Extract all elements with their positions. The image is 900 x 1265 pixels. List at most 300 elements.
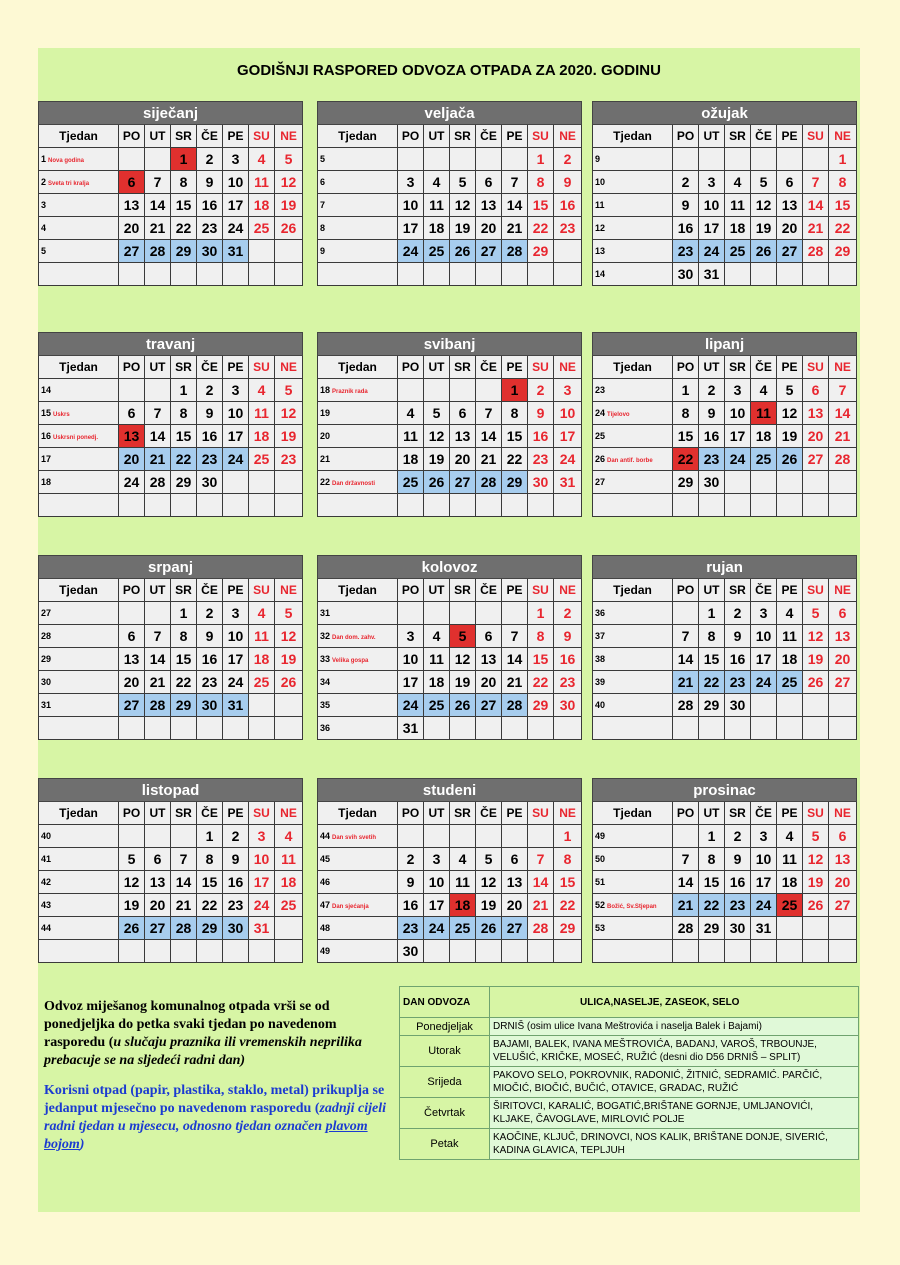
week-number: 29 <box>41 654 52 664</box>
day-cell: 22 <box>699 894 725 917</box>
week-number-cell <box>39 602 119 625</box>
day-cell <box>450 825 476 848</box>
day-cell: 24 <box>725 448 751 471</box>
day-cell: 31 <box>223 240 249 263</box>
month-table <box>38 332 303 517</box>
pickup-places: ŠIRITOVCI, KARALIĆ, BOGATIĆ,BRIŠTANE GORNJE, UMLJANOVIĆI, KLJAKE, ČAVOGLAVE, MIRLOVIĆ POLJE <box>490 1098 859 1129</box>
day-cell: 7 <box>476 402 502 425</box>
day-cell <box>145 940 171 963</box>
day-header: PO <box>119 125 145 148</box>
week-number-cell <box>39 425 119 448</box>
day-cell: 3 <box>223 379 249 402</box>
month-name: studeni <box>318 779 582 802</box>
day-cell: 19 <box>751 217 777 240</box>
week-row <box>318 848 582 871</box>
day-cell: 19 <box>777 425 803 448</box>
day-cell: 7 <box>145 625 171 648</box>
day-cell: 22 <box>197 894 223 917</box>
day-cell: 8 <box>673 402 699 425</box>
week-number-cell <box>318 825 398 848</box>
day-cell <box>777 717 803 740</box>
day-cell: 30 <box>699 471 725 494</box>
day-cell: 7 <box>528 848 554 871</box>
week-number-cell <box>593 217 673 240</box>
day-cell <box>829 940 857 963</box>
day-header: UT <box>145 125 171 148</box>
week-number: 23 <box>595 385 606 395</box>
week-row <box>39 917 303 940</box>
day-cell <box>398 148 424 171</box>
day-cell: 21 <box>145 217 171 240</box>
day-cell <box>502 602 528 625</box>
week-number-cell <box>39 148 119 171</box>
day-cell: 23 <box>275 448 303 471</box>
day-cell: 16 <box>725 871 751 894</box>
day-cell: 1 <box>829 148 857 171</box>
day-header: NE <box>829 579 857 602</box>
day-cell <box>725 940 751 963</box>
week-number: 14 <box>41 385 52 395</box>
week-number: 50 <box>595 854 606 864</box>
day-header: PO <box>673 579 699 602</box>
month-table <box>317 332 582 517</box>
day-cell: 29 <box>829 240 857 263</box>
day-cell <box>145 263 171 286</box>
day-cell: 5 <box>424 402 450 425</box>
day-cell: 6 <box>450 402 476 425</box>
schedule-row <box>400 1018 859 1036</box>
week-row <box>318 471 582 494</box>
week-number-cell <box>318 194 398 217</box>
day-cell: 2 <box>673 171 699 194</box>
week-row <box>39 402 303 425</box>
day-cell: 7 <box>502 171 528 194</box>
week-number-cell <box>593 940 673 963</box>
day-cell: 9 <box>725 625 751 648</box>
day-header: ČE <box>197 356 223 379</box>
day-cell <box>777 917 803 940</box>
day-header: UT <box>145 579 171 602</box>
week-number-cell <box>39 917 119 940</box>
day-cell: 3 <box>751 602 777 625</box>
week-number-cell <box>39 671 119 694</box>
day-cell: 23 <box>197 217 223 240</box>
week-row <box>39 940 303 963</box>
day-cell <box>803 717 829 740</box>
day-cell: 6 <box>502 848 528 871</box>
day-header: ČE <box>197 125 223 148</box>
day-header: SR <box>725 125 751 148</box>
day-header: PE <box>502 579 528 602</box>
day-cell: 23 <box>699 448 725 471</box>
week-row <box>593 648 857 671</box>
week-row <box>593 671 857 694</box>
day-cell: 13 <box>476 648 502 671</box>
day-cell: 14 <box>502 648 528 671</box>
month-name: siječanj <box>39 102 303 125</box>
day-header: NE <box>554 579 582 602</box>
week-row <box>318 940 582 963</box>
day-header: Tjedan <box>593 579 673 602</box>
day-cell: 20 <box>145 894 171 917</box>
day-cell <box>777 494 803 517</box>
week-number-cell <box>593 625 673 648</box>
week-number-cell <box>39 717 119 740</box>
day-cell: 29 <box>528 240 554 263</box>
day-cell: 13 <box>119 648 145 671</box>
day-cell: 27 <box>502 917 528 940</box>
week-number-cell <box>318 871 398 894</box>
day-cell: 22 <box>171 448 197 471</box>
day-cell: 14 <box>171 871 197 894</box>
day-cell <box>223 717 249 740</box>
day-header: ČE <box>751 356 777 379</box>
day-cell: 17 <box>223 194 249 217</box>
day-cell: 4 <box>777 825 803 848</box>
day-cell: 27 <box>476 694 502 717</box>
week-number: 30 <box>41 677 52 687</box>
day-cell <box>699 717 725 740</box>
day-cell: 15 <box>197 871 223 894</box>
day-cell: 23 <box>554 217 582 240</box>
day-header: ČE <box>476 579 502 602</box>
day-cell <box>751 694 777 717</box>
day-cell <box>424 825 450 848</box>
week-number: 11 <box>595 200 605 210</box>
day-cell: 26 <box>450 240 476 263</box>
day-cell <box>275 917 303 940</box>
holiday-label: Uskrsni ponedj. <box>53 435 99 441</box>
day-cell <box>424 494 450 517</box>
day-cell <box>450 717 476 740</box>
day-header: NE <box>275 356 303 379</box>
day-cell <box>751 494 777 517</box>
day-cell: 10 <box>424 871 450 894</box>
month-table <box>38 555 303 740</box>
day-cell: 5 <box>777 379 803 402</box>
week-row <box>593 240 857 263</box>
day-cell: 15 <box>554 871 582 894</box>
day-cell: 12 <box>803 848 829 871</box>
day-header: Tjedan <box>593 356 673 379</box>
day-cell: 9 <box>197 171 223 194</box>
day-cell: 2 <box>197 148 223 171</box>
week-number: 35 <box>320 700 331 710</box>
day-header: SR <box>725 579 751 602</box>
week-number: 49 <box>595 831 606 841</box>
day-cell <box>249 717 275 740</box>
day-cell <box>424 602 450 625</box>
week-number: 5 <box>41 246 47 256</box>
day-header: ČE <box>476 356 502 379</box>
month-name: ožujak <box>593 102 857 125</box>
week-number-cell <box>318 917 398 940</box>
week-row <box>593 425 857 448</box>
week-number-cell <box>39 648 119 671</box>
week-number-cell <box>593 402 673 425</box>
week-number-cell <box>39 894 119 917</box>
day-cell <box>450 494 476 517</box>
week-number: 12 <box>595 223 606 233</box>
day-cell <box>275 240 303 263</box>
day-cell: 29 <box>171 240 197 263</box>
mixed-waste-note <box>44 998 389 1070</box>
day-cell: 20 <box>119 671 145 694</box>
day-cell <box>145 825 171 848</box>
week-row <box>318 171 582 194</box>
week-number-cell <box>593 894 673 917</box>
page-title: GODIŠNJI RASPORED ODVOZA OTPADA ZA 2020. GODINU <box>237 62 661 79</box>
day-cell: 1 <box>699 825 725 848</box>
note-text: Odvoz miješanog komunalnog otpada vrši se od ponedjeljka do petka svaki tjedan po navedenom rasporedu ( <box>44 999 337 1050</box>
day-cell: 30 <box>528 471 554 494</box>
week-number-cell <box>39 194 119 217</box>
day-cell: 25 <box>777 671 803 694</box>
day-cell: 18 <box>424 671 450 694</box>
day-cell: 9 <box>554 171 582 194</box>
day-cell: 5 <box>803 825 829 848</box>
day-header: SU <box>249 579 275 602</box>
day-cell: 7 <box>673 848 699 871</box>
week-number-cell <box>39 379 119 402</box>
day-cell: 17 <box>249 871 275 894</box>
day-cell: 24 <box>751 894 777 917</box>
day-cell: 3 <box>554 379 582 402</box>
week-number: 31 <box>320 608 331 618</box>
day-header: ČE <box>751 579 777 602</box>
day-cell: 26 <box>476 917 502 940</box>
week-row <box>39 379 303 402</box>
day-cell: 8 <box>829 171 857 194</box>
day-cell: 21 <box>673 671 699 694</box>
holiday-label: Uskrs <box>53 412 70 418</box>
day-cell: 27 <box>829 671 857 694</box>
day-cell: 6 <box>777 171 803 194</box>
day-header: UT <box>699 802 725 825</box>
day-cell: 23 <box>528 448 554 471</box>
week-row <box>39 217 303 240</box>
day-cell <box>803 917 829 940</box>
week-row <box>318 671 582 694</box>
day-header: SU <box>803 356 829 379</box>
day-cell: 16 <box>223 871 249 894</box>
day-header: SR <box>450 802 476 825</box>
day-cell: 31 <box>249 917 275 940</box>
week-number: 5 <box>320 154 326 164</box>
day-cell: 8 <box>528 625 554 648</box>
week-row <box>39 148 303 171</box>
day-cell: 17 <box>725 425 751 448</box>
week-number-cell <box>593 448 673 471</box>
week-number-cell <box>39 848 119 871</box>
day-cell <box>119 717 145 740</box>
month-table <box>592 101 857 286</box>
day-cell: 14 <box>145 648 171 671</box>
schedule-row <box>400 1098 859 1129</box>
week-number-cell <box>39 171 119 194</box>
day-cell: 9 <box>554 625 582 648</box>
day-cell <box>829 694 857 717</box>
day-cell: 5 <box>275 379 303 402</box>
day-cell: 19 <box>424 448 450 471</box>
day-cell: 22 <box>171 671 197 694</box>
day-cell <box>171 717 197 740</box>
day-cell: 5 <box>119 848 145 871</box>
day-cell: 28 <box>829 448 857 471</box>
day-cell <box>171 940 197 963</box>
week-number: 20 <box>320 431 331 441</box>
holiday-label: Velika gospa <box>332 658 369 664</box>
day-cell: 26 <box>777 448 803 471</box>
day-cell: 2 <box>197 602 223 625</box>
day-cell: 11 <box>777 625 803 648</box>
week-number-cell <box>593 425 673 448</box>
day-cell <box>803 148 829 171</box>
day-cell <box>777 471 803 494</box>
day-header: NE <box>275 579 303 602</box>
day-cell: 1 <box>197 825 223 848</box>
day-header: NE <box>554 125 582 148</box>
day-cell: 21 <box>145 448 171 471</box>
day-cell: 26 <box>275 671 303 694</box>
week-number-cell <box>39 471 119 494</box>
week-row <box>318 871 582 894</box>
day-header: SR <box>725 802 751 825</box>
day-cell: 30 <box>197 694 223 717</box>
day-cell: 11 <box>249 402 275 425</box>
day-cell <box>450 940 476 963</box>
day-cell: 16 <box>197 425 223 448</box>
day-cell: 28 <box>803 240 829 263</box>
day-cell: 21 <box>803 217 829 240</box>
day-cell: 30 <box>398 940 424 963</box>
day-cell: 29 <box>673 471 699 494</box>
day-cell <box>145 494 171 517</box>
day-cell: 27 <box>476 240 502 263</box>
day-cell: 3 <box>223 602 249 625</box>
day-cell: 9 <box>699 402 725 425</box>
week-row <box>593 602 857 625</box>
day-cell <box>502 263 528 286</box>
day-cell: 2 <box>528 379 554 402</box>
day-cell: 31 <box>398 717 424 740</box>
day-header: SR <box>725 356 751 379</box>
day-cell: 19 <box>275 425 303 448</box>
day-header: ČE <box>476 802 502 825</box>
day-cell <box>803 494 829 517</box>
week-number: 13 <box>595 246 606 256</box>
week-number: 51 <box>595 877 606 887</box>
day-cell: 22 <box>554 894 582 917</box>
day-cell <box>119 602 145 625</box>
day-cell: 5 <box>450 171 476 194</box>
note-text: Korisni otpad (papir, plastika, staklo, metal) prikuplja se jedanput mjesečno po navedenom rasporedu ( <box>44 1083 385 1116</box>
day-cell <box>119 494 145 517</box>
day-cell: 31 <box>751 917 777 940</box>
day-cell <box>476 148 502 171</box>
day-cell: 15 <box>699 871 725 894</box>
day-cell: 26 <box>751 240 777 263</box>
day-cell: 28 <box>528 917 554 940</box>
day-header: Tjedan <box>39 356 119 379</box>
day-cell: 9 <box>197 625 223 648</box>
day-cell: 3 <box>398 625 424 648</box>
day-cell: 17 <box>398 671 424 694</box>
week-number-cell <box>318 240 398 263</box>
day-cell: 19 <box>476 894 502 917</box>
day-header: Tjedan <box>39 802 119 825</box>
day-header: SR <box>171 802 197 825</box>
day-cell: 16 <box>673 217 699 240</box>
day-cell <box>249 940 275 963</box>
week-number: 40 <box>595 700 606 710</box>
day-cell: 22 <box>528 671 554 694</box>
week-row <box>318 194 582 217</box>
week-row <box>593 940 857 963</box>
day-cell: 14 <box>145 194 171 217</box>
day-cell: 25 <box>398 471 424 494</box>
day-cell <box>197 940 223 963</box>
day-cell <box>398 602 424 625</box>
day-header: SU <box>528 125 554 148</box>
week-row <box>593 379 857 402</box>
day-header: ČE <box>476 125 502 148</box>
day-cell: 15 <box>528 194 554 217</box>
week-number: 14 <box>595 269 606 279</box>
holiday-label: Dan dom. zahv. <box>332 635 376 641</box>
day-cell: 10 <box>554 402 582 425</box>
day-cell: 5 <box>803 602 829 625</box>
week-number-cell <box>318 448 398 471</box>
day-cell: 13 <box>829 848 857 871</box>
week-number-cell <box>593 671 673 694</box>
day-cell: 22 <box>699 671 725 694</box>
week-row <box>39 894 303 917</box>
day-cell: 18 <box>777 648 803 671</box>
day-cell <box>275 940 303 963</box>
day-cell <box>119 379 145 402</box>
day-header: SR <box>171 125 197 148</box>
day-cell: 2 <box>197 379 223 402</box>
week-number-cell <box>593 240 673 263</box>
day-cell: 19 <box>275 648 303 671</box>
week-number-cell <box>593 917 673 940</box>
day-header: PE <box>777 125 803 148</box>
day-cell: 7 <box>803 171 829 194</box>
day-cell: 17 <box>398 217 424 240</box>
week-number: 53 <box>595 923 606 933</box>
day-cell: 29 <box>197 917 223 940</box>
day-cell <box>476 825 502 848</box>
day-cell: 8 <box>171 171 197 194</box>
day-header: SU <box>528 356 554 379</box>
week-number-cell <box>318 694 398 717</box>
month-name: rujan <box>593 556 857 579</box>
day-cell: 6 <box>119 171 145 194</box>
day-cell: 13 <box>119 194 145 217</box>
day-cell <box>450 148 476 171</box>
week-row <box>318 379 582 402</box>
day-header: PO <box>673 125 699 148</box>
week-number: 10 <box>595 177 606 187</box>
day-cell: 12 <box>803 625 829 648</box>
week-row <box>39 240 303 263</box>
day-cell <box>751 471 777 494</box>
week-number: 49 <box>320 946 331 956</box>
day-header: NE <box>554 356 582 379</box>
day-cell: 20 <box>829 648 857 671</box>
day-cell: 18 <box>777 871 803 894</box>
